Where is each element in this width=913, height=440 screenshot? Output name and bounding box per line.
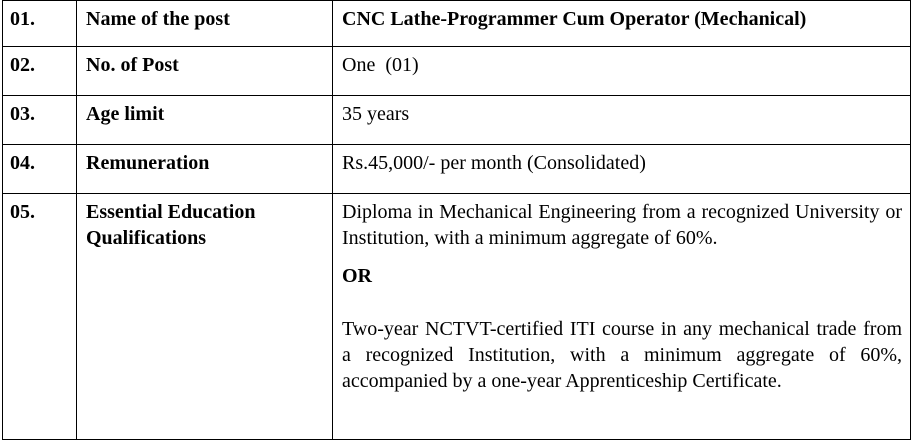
row-label: [77, 194, 333, 440]
table-row: [3, 96, 911, 145]
row-label-line: Essential Education: [86, 201, 256, 223]
or-separator: OR: [342, 265, 372, 287]
remuneration-value: Rs.45,000/- per month (Consolidated): [333, 145, 911, 194]
row-label: Name of the post: [77, 1, 333, 47]
row-number: 01.: [3, 1, 77, 47]
age-limit-value: 35 years: [333, 96, 911, 145]
row-number: 04.: [3, 145, 77, 194]
row-number: 03.: [3, 96, 77, 145]
row-label: Age limit: [77, 96, 333, 145]
row-label: Remuneration: [77, 145, 333, 194]
qualification-option-iti: Two-year NCTVT-certified ITI course in any mechanical trade from a recognized Institution, with a minimum aggregate of 60%, accompanied by a one-year Apprenticeship Certificate.: [342, 318, 902, 392]
qualification-value: [333, 194, 911, 440]
table-row: [3, 1, 911, 47]
table-row: [3, 145, 911, 194]
row-number: 05.: [3, 194, 77, 440]
row-label: No. of Post: [77, 47, 333, 96]
post-name-value: CNC Lathe-Programmer Cum Operator (Mechanical): [333, 1, 911, 47]
table-row: [3, 47, 911, 96]
post-count-value: One (01): [333, 47, 911, 96]
table-row: [3, 194, 911, 440]
row-label-line: Qualifications: [86, 227, 207, 249]
recruitment-details-table: [2, 0, 911, 440]
row-number: 02.: [3, 47, 77, 96]
qualification-option-diploma: Diploma in Mechanical Engineering from a recognized University or Institution, with a minimum aggregate of 60%.: [342, 201, 902, 249]
